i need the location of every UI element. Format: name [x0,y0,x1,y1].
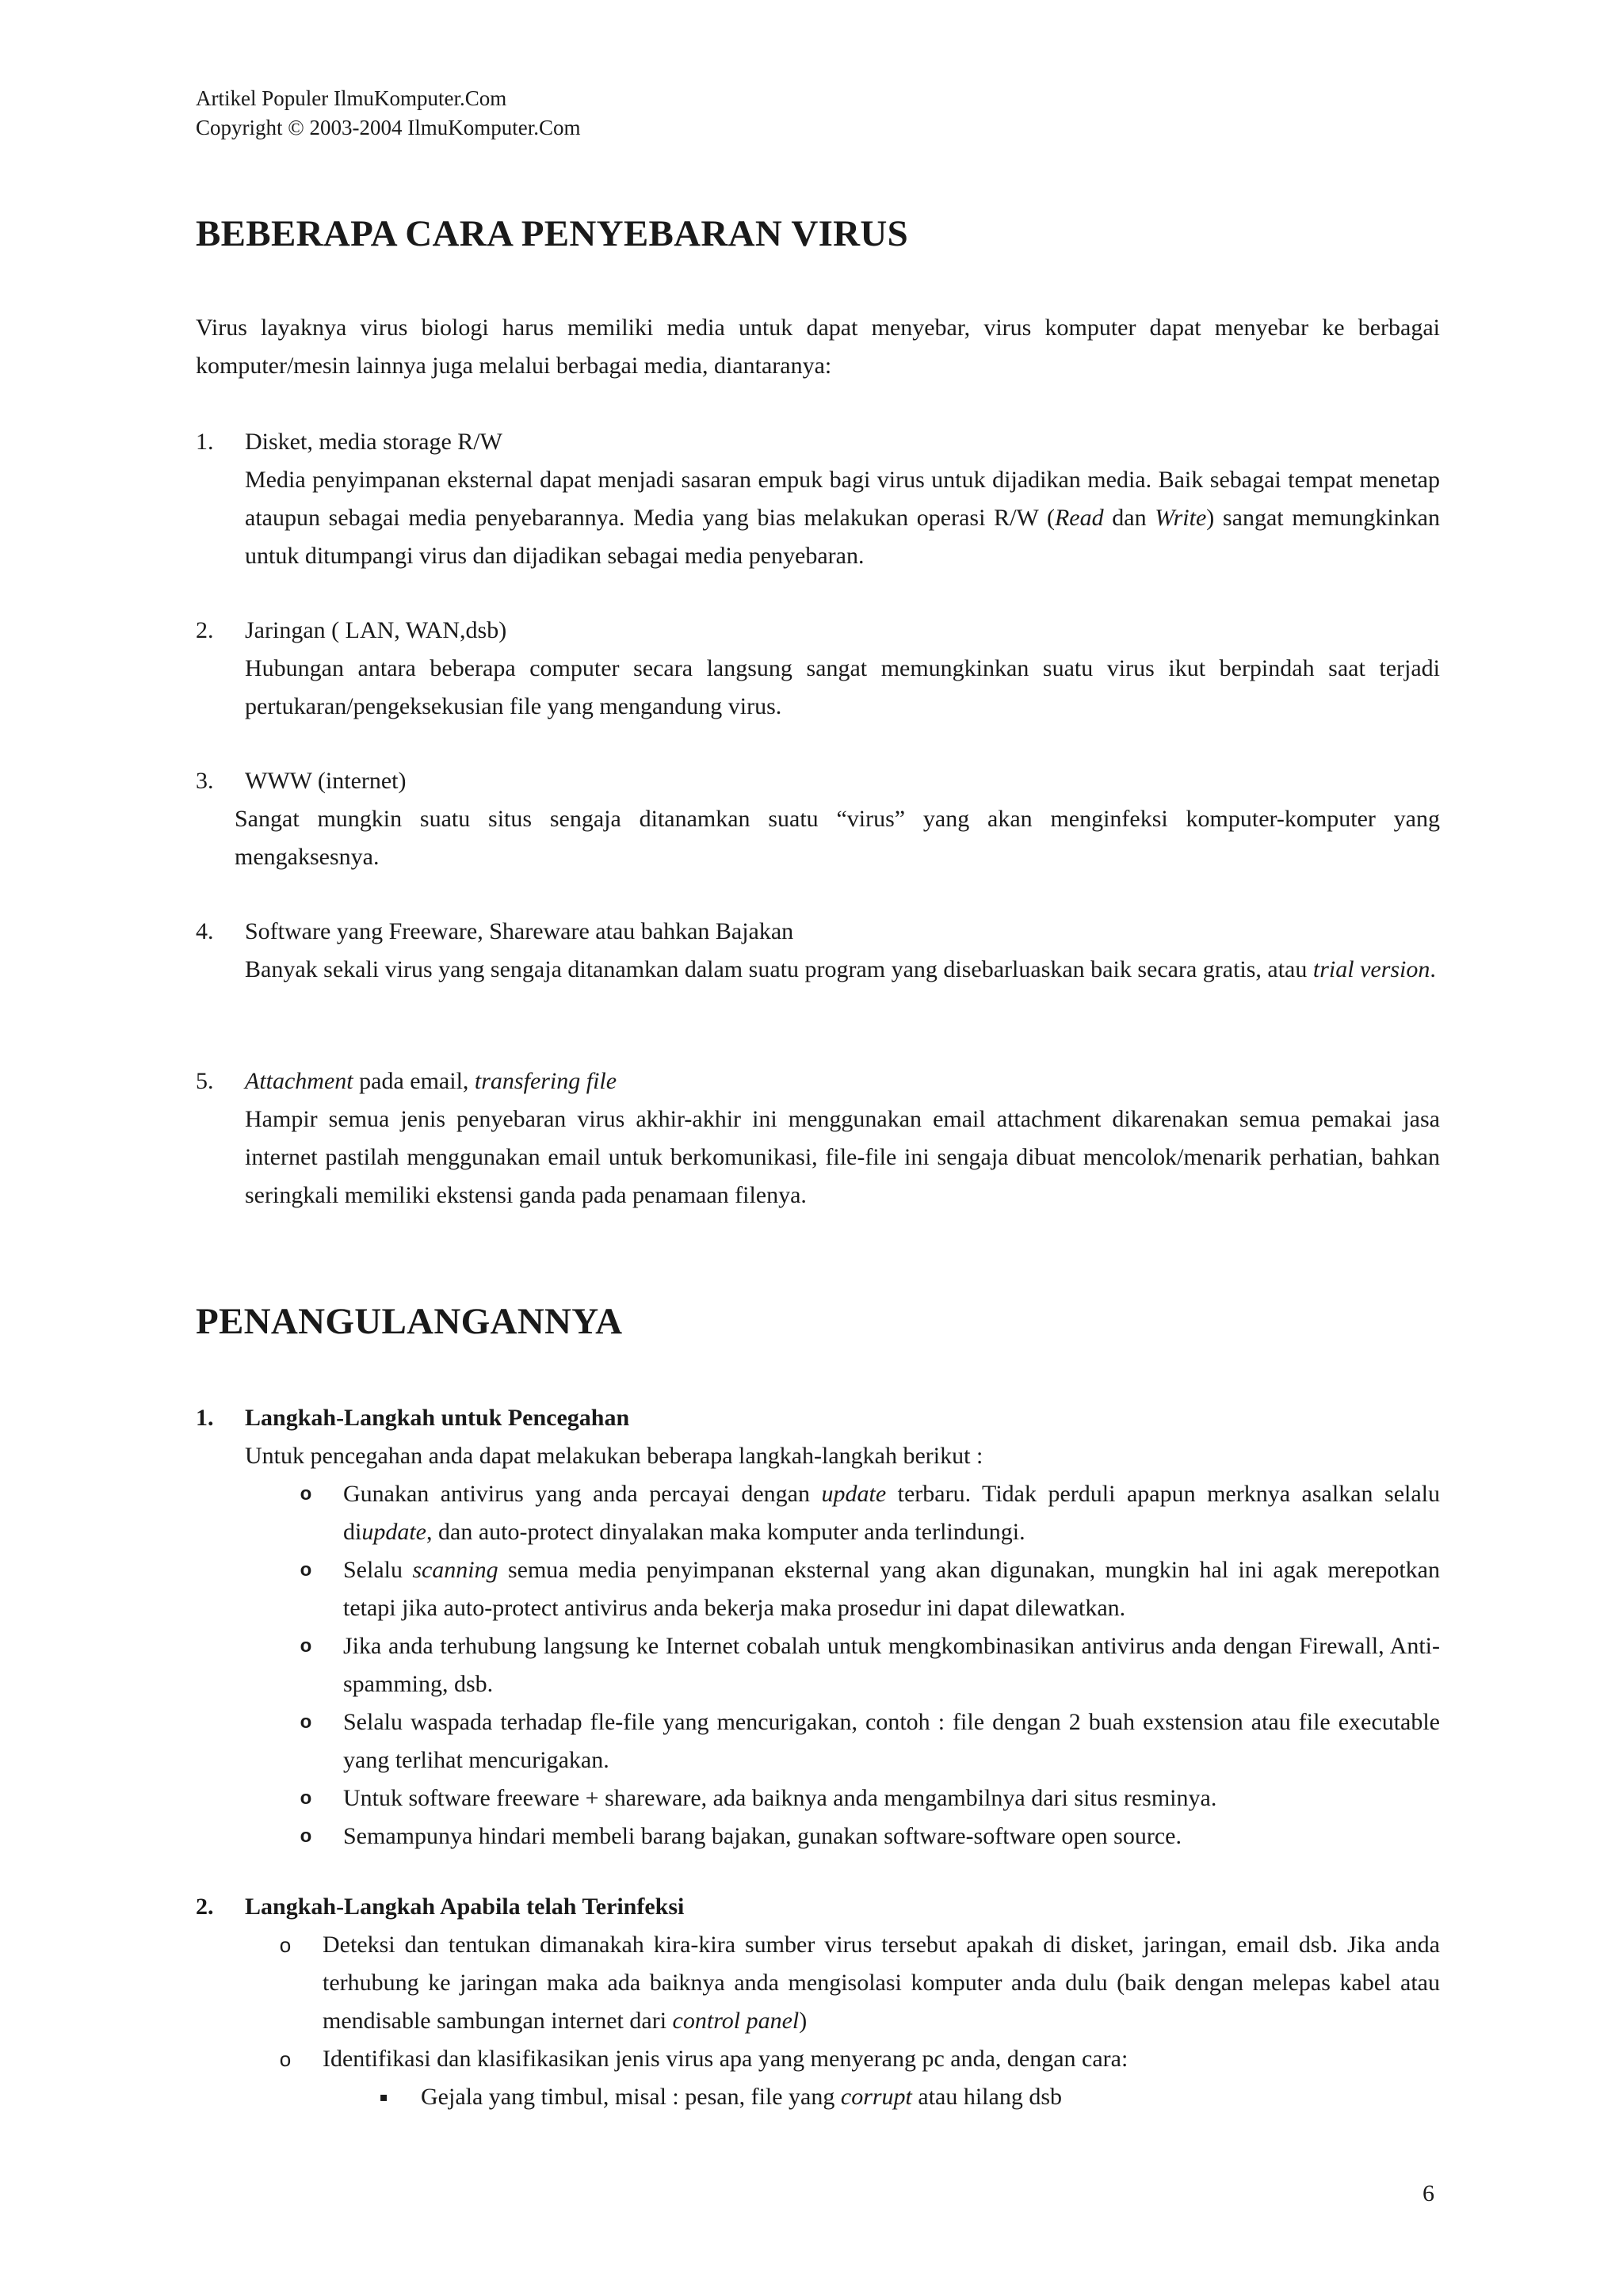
header-line-1: Artikel Populer IlmuKomputer.Com [196,86,507,110]
bullet-marker: o [300,1559,312,1581]
list-item: o Selalu waspada terhadap fle-file yang mencurigakan, contoh : file dengan 2 buah exstension atau file executable yang terlihat mencurigakan. [343,1703,1440,1779]
intro-paragraph: Virus layaknya virus biologi harus memiliki media untuk dapat menyebar, virus komputer dapat menyebar ke berbagai komputer/mesin lainnya juga melalui berbagai media, diantaranya: [196,315,1440,379]
list-item-body: Banyak sekali virus yang sengaja ditanamkan dalam suatu program yang disebarluaskan baik secara gratis, atau trial version. [245,956,1436,982]
section-title-penyebaran: BEBERAPA CARA PENYEBARAN VIRUS [196,213,909,254]
list-item: o Identifikasi dan klasifikasikan jenis virus apa yang menyerang pc anda, dengan cara: [323,2040,1440,2078]
bullet-marker: o [279,2047,292,2071]
list-item-body: Media penyimpanan eksternal dapat menjadi sasaran empuk bagi virus untuk dijadikan media. Baik sebagai tempat menetap ataupun sebagai media penyebarannya. Media yang bias melakukan operasi R/W (Read dan Write) sangat memungkinkan untuk ditumpangi virus dan dijadikan sebagai media penyebaran. [245,467,1440,569]
header-line-2: Copyright © 2003-2004 IlmuKomputer.Com [196,116,581,139]
sub-section-intro: Untuk pencegahan anda dapat melakukan beberapa langkah-langkah berikut : [245,1443,983,1469]
list-item: o Semampunya hindari membeli barang bajakan, gunakan software-software open source. [343,1817,1440,1855]
sub-section-title: Langkah-Langkah Apabila telah Terinfeksi [245,1894,685,1920]
list-item-title: WWW (internet) [245,768,407,794]
list-number: 1. [196,429,214,455]
list-number: 3. [196,768,214,794]
sub-section-title: Langkah-Langkah untuk Pencegahan [245,1405,630,1431]
list-item: o Jika anda terhubung langsung ke Internet cobalah untuk mengkombinasikan antivirus anda dengan Firewall, Anti-spamming, dsb. [343,1627,1440,1703]
bullet-marker: o [300,1825,312,1847]
list-number: 2. [196,1894,214,1920]
list-item: ▪ Gejala yang timbul, misal : pesan, file yang corrupt atau hilang dsb [421,2078,1440,2116]
list-item-title: Software yang Freeware, Shareware atau bahkan Bajakan [245,918,794,944]
page-number: 6 [1423,2180,1434,2206]
bullet-list-pencegahan [300,1475,1440,1855]
section-title-penanggulangan: PENANGULANGANNYA [196,1301,623,1342]
list-item: o Deteksi dan tentukan dimanakah kira-kira sumber virus tersebut apakah di disket, jaringan, email dsb. Jika anda terhubung ke jaringan maka ada baiknya anda mengisolasi komputer anda dulu (baik dengan melepas kabel atau mendisable sambungan internet dari control panel) [323,1926,1440,2040]
bullet-list-terinfeksi [279,1926,1440,2078]
page-header [196,84,581,143]
bullet-marker: o [300,1483,312,1505]
list-item-body: Sangat mungkin suatu situs sengaja ditanamkan suatu “virus” yang akan menginfeksi komputer-komputer yang mengaksesnya. [235,806,1440,870]
bullet-marker: o [300,1635,312,1657]
list-number: 1. [196,1405,214,1431]
list-item-title: Attachment pada email, transfering file [245,1068,617,1094]
list-item-body: Hampir semua jenis penyebaran virus akhir-akhir ini menggunakan email attachment dikarenakan semua pemakai jasa internet pastilah menggunakan email untuk berkomunikasi, file-file ini sengaja dibuat mencolok/menarik perhatian, bahkan seringkali memiliki ekstensi ganda pada penamaan filenya. [245,1106,1440,1208]
bullet-marker: o [300,1787,312,1809]
list-number: 5. [196,1068,214,1094]
list-item-body: Hubungan antara beberapa computer secara langsung sangat memungkinkan suatu virus ikut berpindah saat terjadi pertukaran/pengeksekusian file yang mengandung virus. [245,655,1440,719]
list-item: o Gunakan antivirus yang anda percayai dengan update terbaru. Tidak perduli apapun merknya asalkan selalu diupdate, dan auto-protect dinyalakan maka komputer anda terlindungi. [343,1475,1440,1551]
square-bullet-icon: ▪ [379,2089,388,2104]
sub-bullet-list [379,2078,1440,2116]
list-item-title: Jaringan ( LAN, WAN,dsb) [245,617,507,643]
list-item: o Untuk software freeware + shareware, ada baiknya anda mengambilnya dari situs resminya. [343,1779,1440,1817]
list-number: 2. [196,617,214,643]
list-item-title: Disket, media storage R/W [245,429,502,455]
bullet-marker: o [279,1933,292,1957]
list-item: o Selalu scanning semua media penyimpanan eksternal yang akan digunakan, mungkin hal ini agak merepotkan tetapi jika auto-protect antivirus anda bekerja maka prosedur ini dapat dilewatkan. [343,1551,1440,1627]
list-number: 4. [196,918,214,944]
bullet-marker: o [300,1711,312,1733]
